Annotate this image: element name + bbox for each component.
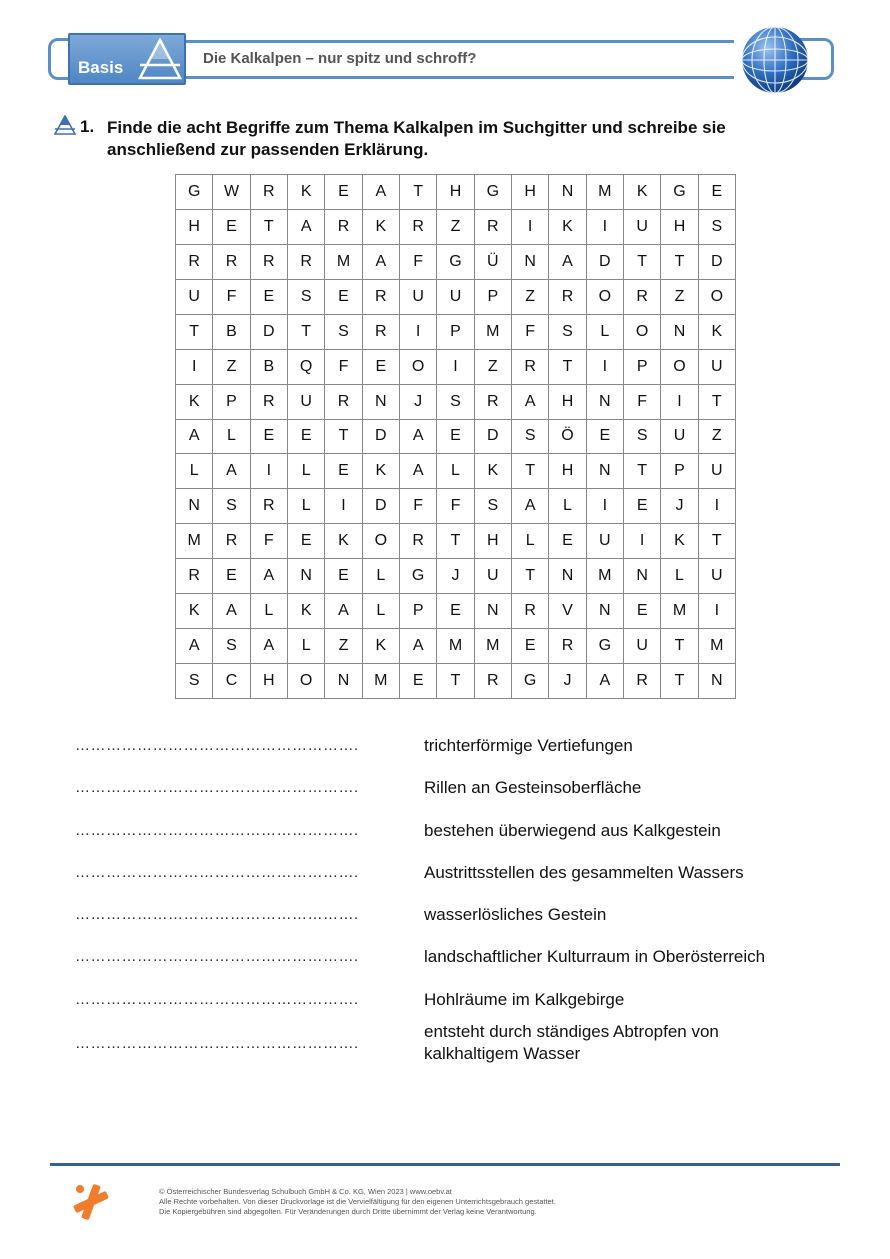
grid-cell[interactable]: B <box>251 350 288 385</box>
definition: Hohlräume im Kalkgebirge <box>424 990 625 1009</box>
grid-cell[interactable]: A <box>176 629 213 664</box>
grid-cell[interactable]: E <box>288 420 325 455</box>
grid-cell[interactable]: A <box>251 629 288 664</box>
grid-cell[interactable]: E <box>624 489 661 524</box>
grid-cell[interactable]: J <box>437 559 474 594</box>
grid-cell[interactable]: S <box>288 280 325 315</box>
grid-cell[interactable]: R <box>213 524 250 559</box>
grid-cell[interactable]: R <box>363 315 400 350</box>
grid-cell[interactable]: M <box>325 245 362 280</box>
grid-cell[interactable]: J <box>549 664 586 699</box>
grid-cell[interactable]: R <box>251 245 288 280</box>
grid-cell[interactable]: K <box>699 315 736 350</box>
answer-blank[interactable]: ………………………………………………. <box>75 737 359 754</box>
grid-cell[interactable]: N <box>325 664 362 699</box>
grid-cell[interactable]: M <box>176 524 213 559</box>
definition: entsteht durch ständiges Abtropfen von kalkhaltigem Wasser <box>424 1022 719 1063</box>
grid-cell[interactable]: L <box>437 454 474 489</box>
grid-cell[interactable]: N <box>288 559 325 594</box>
grid-cell[interactable]: S <box>213 629 250 664</box>
grid-cell[interactable]: H <box>437 175 474 210</box>
grid-cell[interactable]: E <box>288 524 325 559</box>
grid-cell[interactable]: K <box>176 385 213 420</box>
grid-cell[interactable]: R <box>213 245 250 280</box>
grid-cell[interactable]: L <box>661 559 698 594</box>
grid-cell[interactable]: L <box>363 559 400 594</box>
grid-cell[interactable]: R <box>475 664 512 699</box>
grid-cell[interactable]: Z <box>325 629 362 664</box>
grid-cell[interactable]: S <box>624 420 661 455</box>
grid-cell[interactable]: L <box>176 454 213 489</box>
globe-icon <box>740 25 810 95</box>
grid-cell[interactable]: F <box>624 385 661 420</box>
grid-cell[interactable]: G <box>512 664 549 699</box>
grid-cell[interactable]: O <box>363 524 400 559</box>
grid-cell[interactable]: I <box>587 210 624 245</box>
grid-cell[interactable]: J <box>400 385 437 420</box>
grid-cell[interactable]: S <box>176 664 213 699</box>
grid-cell[interactable]: T <box>288 315 325 350</box>
grid-cell[interactable]: S <box>512 420 549 455</box>
grid-cell[interactable]: O <box>699 280 736 315</box>
grid-cell[interactable]: L <box>512 524 549 559</box>
grid-cell[interactable]: R <box>363 280 400 315</box>
grid-cell[interactable]: N <box>587 454 624 489</box>
grid-cell[interactable]: T <box>251 210 288 245</box>
task-number: 1. <box>80 117 95 136</box>
grid-cell[interactable]: Q <box>288 350 325 385</box>
grid-cell[interactable]: O <box>624 315 661 350</box>
grid-cell[interactable]: N <box>549 175 586 210</box>
grid-cell[interactable]: U <box>699 454 736 489</box>
grid-cell[interactable]: A <box>400 420 437 455</box>
grid-cell[interactable]: A <box>325 594 362 629</box>
grid-cell[interactable]: R <box>475 210 512 245</box>
grid-cell[interactable]: U <box>661 420 698 455</box>
grid-cell[interactable]: R <box>176 245 213 280</box>
definition: trichterförmige Vertiefungen <box>424 736 633 755</box>
grid-cell[interactable]: R <box>512 594 549 629</box>
grid-cell[interactable]: R <box>325 210 362 245</box>
grid-cell[interactable]: A <box>512 385 549 420</box>
grid-cell[interactable]: E <box>587 420 624 455</box>
answer-blank[interactable]: ………………………………………………. <box>75 864 359 881</box>
grid-cell[interactable]: E <box>251 420 288 455</box>
grid-cell[interactable]: J <box>661 489 698 524</box>
grid-cell[interactable]: F <box>400 245 437 280</box>
grid-cell[interactable]: S <box>475 489 512 524</box>
grid-cell[interactable]: I <box>699 594 736 629</box>
grid-cell[interactable]: H <box>661 210 698 245</box>
grid-cell[interactable]: T <box>437 664 474 699</box>
grid-cell[interactable]: A <box>400 454 437 489</box>
grid-cell[interactable]: R <box>624 280 661 315</box>
grid-cell[interactable]: S <box>325 315 362 350</box>
grid-cell[interactable]: R <box>176 559 213 594</box>
grid-cell[interactable]: D <box>363 420 400 455</box>
grid-cell[interactable]: T <box>512 559 549 594</box>
answer-blank[interactable]: ………………………………………………. <box>75 906 359 923</box>
grid-cell[interactable]: I <box>699 489 736 524</box>
grid-cell[interactable]: I <box>176 350 213 385</box>
rights-line: Alle Rechte vorbehalten. Von dieser Druckvorlage ist die Vervielfältigung für den eigenen Unterrichtsgebrauch gestattet. <box>159 1197 556 1206</box>
grid-cell[interactable]: L <box>363 594 400 629</box>
grid-cell[interactable]: M <box>363 664 400 699</box>
grid-cell[interactable]: E <box>437 420 474 455</box>
grid-cell[interactable]: G <box>176 175 213 210</box>
grid-cell[interactable]: G <box>400 559 437 594</box>
grid-cell[interactable]: R <box>624 664 661 699</box>
grid-cell[interactable]: G <box>475 175 512 210</box>
grid-cell[interactable]: P <box>213 385 250 420</box>
grid-cell[interactable]: K <box>661 524 698 559</box>
grid-cell[interactable]: K <box>549 210 586 245</box>
grid-cell[interactable]: K <box>325 524 362 559</box>
grid-cell[interactable]: M <box>661 594 698 629</box>
grid-cell[interactable]: P <box>475 280 512 315</box>
grid-cell[interactable]: E <box>699 175 736 210</box>
grid-cell[interactable]: P <box>624 350 661 385</box>
grid-cell[interactable]: H <box>549 385 586 420</box>
grid-cell[interactable]: L <box>251 594 288 629</box>
grid-cell[interactable]: E <box>437 594 474 629</box>
grid-cell[interactable]: R <box>549 629 586 664</box>
grid-cell[interactable]: A <box>549 245 586 280</box>
grid-cell[interactable]: E <box>325 280 362 315</box>
grid-cell[interactable]: I <box>325 489 362 524</box>
grid-cell[interactable]: R <box>288 245 325 280</box>
grid-cell[interactable]: K <box>363 629 400 664</box>
grid-cell[interactable]: L <box>288 489 325 524</box>
word-search-grid <box>175 174 736 699</box>
grid-cell[interactable]: I <box>437 350 474 385</box>
grid-cell[interactable]: R <box>549 280 586 315</box>
grid-cell[interactable]: T <box>325 420 362 455</box>
grid-cell[interactable]: A <box>400 629 437 664</box>
grid-cell[interactable]: N <box>475 594 512 629</box>
grid-cell[interactable]: W <box>213 175 250 210</box>
grid-cell[interactable]: U <box>400 280 437 315</box>
grid-cell[interactable]: H <box>475 524 512 559</box>
grid-cell[interactable]: Ö <box>549 420 586 455</box>
grid-cell[interactable]: T <box>661 629 698 664</box>
grid-cell[interactable]: T <box>512 454 549 489</box>
grid-cell[interactable]: D <box>587 245 624 280</box>
header-bottom-line <box>186 76 734 79</box>
grid-cell[interactable]: C <box>213 664 250 699</box>
grid-cell[interactable]: N <box>587 594 624 629</box>
grid-cell[interactable]: O <box>661 350 698 385</box>
grid-cell[interactable]: N <box>512 245 549 280</box>
grid-cell[interactable]: K <box>288 175 325 210</box>
grid-cell[interactable]: M <box>437 629 474 664</box>
grid-cell[interactable]: M <box>587 175 624 210</box>
grid-cell[interactable]: A <box>213 594 250 629</box>
grid-cell[interactable]: D <box>699 245 736 280</box>
grid-cell[interactable]: M <box>699 629 736 664</box>
answer-blank[interactable]: ………………………………………………. <box>75 822 359 839</box>
answer-blank[interactable]: ………………………………………………. <box>75 779 359 796</box>
copyright-line: © Österreichischer Bundesverlag Schulbuch GmbH & Co. KG, Wien 2023 | www.oebv.at <box>159 1187 452 1196</box>
grid-cell[interactable]: D <box>363 489 400 524</box>
grid-cell[interactable]: R <box>475 385 512 420</box>
grid-cell[interactable]: Z <box>437 210 474 245</box>
grid-cell[interactable]: G <box>437 245 474 280</box>
grid-cell[interactable]: F <box>325 350 362 385</box>
grid-cell[interactable]: D <box>251 315 288 350</box>
grid-cell[interactable]: I <box>661 385 698 420</box>
grid-cell[interactable]: E <box>251 280 288 315</box>
grid-cell[interactable]: A <box>213 454 250 489</box>
grid-cell[interactable]: O <box>400 350 437 385</box>
grid-cell[interactable]: K <box>475 454 512 489</box>
grid-cell[interactable]: Z <box>475 350 512 385</box>
grid-cell[interactable]: U <box>699 350 736 385</box>
grid-cell[interactable]: N <box>363 385 400 420</box>
grid-cell[interactable]: E <box>400 664 437 699</box>
grid-cell[interactable]: F <box>437 489 474 524</box>
grid-cell[interactable]: K <box>363 454 400 489</box>
grid-cell[interactable]: Z <box>661 280 698 315</box>
grid-cell[interactable]: N <box>549 559 586 594</box>
grid-cell[interactable]: T <box>661 245 698 280</box>
footer-line <box>50 1163 840 1166</box>
grid-cell[interactable]: M <box>475 315 512 350</box>
grid-cell[interactable]: L <box>213 420 250 455</box>
definition: landschaftlicher Kulturraum in Oberösterreich <box>424 947 766 966</box>
grid-cell[interactable]: E <box>624 594 661 629</box>
grid-cell[interactable]: L <box>587 315 624 350</box>
publisher-logo-icon <box>72 1183 110 1221</box>
grid-cell[interactable]: U <box>475 559 512 594</box>
grid-cell[interactable]: M <box>475 629 512 664</box>
grid-cell[interactable]: T <box>699 385 736 420</box>
grid-cell[interactable]: U <box>288 385 325 420</box>
grid-cell[interactable]: N <box>699 664 736 699</box>
grid-cell[interactable]: G <box>661 175 698 210</box>
grid-cell[interactable]: S <box>437 385 474 420</box>
grid-cell[interactable]: N <box>176 489 213 524</box>
grid-cell[interactable]: A <box>512 489 549 524</box>
grid-cell[interactable]: O <box>587 280 624 315</box>
grid-cell[interactable]: G <box>587 629 624 664</box>
grid-cell[interactable]: N <box>587 385 624 420</box>
grid-cell[interactable]: S <box>213 489 250 524</box>
grid-cell[interactable]: S <box>699 210 736 245</box>
definition: bestehen überwiegend aus Kalkgestein <box>424 821 721 840</box>
grid-cell[interactable]: R <box>251 175 288 210</box>
grid-cell[interactable]: T <box>437 524 474 559</box>
grid-cell[interactable]: A <box>363 175 400 210</box>
grid-cell[interactable]: T <box>624 245 661 280</box>
grid-cell[interactable]: T <box>699 524 736 559</box>
grid-cell[interactable]: I <box>587 350 624 385</box>
grid-cell[interactable]: H <box>251 664 288 699</box>
grid-cell[interactable]: R <box>325 385 362 420</box>
grid-cell[interactable]: K <box>288 594 325 629</box>
grid-cell[interactable]: Z <box>213 350 250 385</box>
grid-cell[interactable]: U <box>587 524 624 559</box>
page-title: Die Kalkalpen – nur spitz und schroff? <box>203 50 477 67</box>
grid-cell[interactable]: U <box>176 280 213 315</box>
grid-cell[interactable]: E <box>549 524 586 559</box>
grid-cell[interactable]: I <box>512 210 549 245</box>
basis-level-icon <box>54 115 76 135</box>
grid-cell[interactable]: I <box>624 524 661 559</box>
grid-cell[interactable]: E <box>213 210 250 245</box>
grid-cell[interactable]: V <box>549 594 586 629</box>
grid-cell[interactable]: R <box>251 385 288 420</box>
grid-cell[interactable]: D <box>475 420 512 455</box>
grid-cell[interactable]: P <box>661 454 698 489</box>
grid-cell[interactable]: H <box>176 210 213 245</box>
grid-cell[interactable]: A <box>587 664 624 699</box>
grid-cell[interactable]: A <box>176 420 213 455</box>
grid-cell[interactable]: I <box>400 315 437 350</box>
grid-cell[interactable]: M <box>587 559 624 594</box>
grid-cell[interactable]: B <box>213 315 250 350</box>
grid-cell[interactable]: K <box>624 175 661 210</box>
grid-cell[interactable]: L <box>288 629 325 664</box>
answer-blank[interactable]: ………………………………………………. <box>75 948 359 965</box>
grid-cell[interactable]: I <box>251 454 288 489</box>
grid-cell[interactable]: T <box>400 175 437 210</box>
definition: Rillen an Gesteinsoberfläche <box>424 778 642 797</box>
grid-cell[interactable]: T <box>176 315 213 350</box>
grid-cell[interactable]: K <box>176 594 213 629</box>
grid-cell[interactable]: K <box>363 210 400 245</box>
definition: wasserlösliches Gestein <box>424 905 607 924</box>
header-top-line <box>186 40 734 43</box>
grid-cell[interactable]: H <box>512 175 549 210</box>
grid-cell[interactable]: A <box>251 559 288 594</box>
level-triangle-icon <box>138 38 182 80</box>
grid-cell[interactable]: S <box>549 315 586 350</box>
grid-cell[interactable]: I <box>587 489 624 524</box>
grid-cell[interactable]: A <box>363 245 400 280</box>
grid-cell[interactable]: R <box>251 489 288 524</box>
definition: Austrittsstellen des gesammelten Wassers <box>424 863 744 882</box>
grid-cell[interactable]: E <box>363 350 400 385</box>
grid-cell[interactable]: U <box>624 629 661 664</box>
grid-cell[interactable]: U <box>437 280 474 315</box>
copyright-notice <box>159 1187 556 1217</box>
grid-cell[interactable]: L <box>549 489 586 524</box>
grid-cell[interactable]: T <box>661 664 698 699</box>
grid-cell[interactable]: N <box>624 559 661 594</box>
grid-cell[interactable]: P <box>400 594 437 629</box>
grid-cell[interactable]: E <box>512 629 549 664</box>
grid-cell[interactable]: F <box>512 315 549 350</box>
grid-cell[interactable]: F <box>251 524 288 559</box>
grid-cell[interactable]: T <box>549 350 586 385</box>
grid-cell[interactable]: F <box>400 489 437 524</box>
fees-line: Die Kopiergebühren sind abgegolten. Für Veränderungen durch Dritte übernimmt der Verlag keine Verantwortung. <box>159 1207 537 1216</box>
grid-cell[interactable]: H <box>549 454 586 489</box>
level-badge-label: Basis <box>78 58 124 77</box>
grid-cell[interactable]: E <box>325 175 362 210</box>
grid-cell[interactable]: N <box>661 315 698 350</box>
answer-blank[interactable]: ………………………………………………. <box>75 991 359 1008</box>
grid-cell[interactable]: R <box>400 524 437 559</box>
grid-cell[interactable]: U <box>699 559 736 594</box>
grid-cell[interactable]: E <box>325 559 362 594</box>
grid-cell[interactable]: L <box>288 454 325 489</box>
grid-cell[interactable]: U <box>624 210 661 245</box>
grid-cell[interactable]: P <box>437 315 474 350</box>
grid-cell[interactable]: F <box>213 280 250 315</box>
grid-cell[interactable]: Ü <box>475 245 512 280</box>
grid-cell[interactable]: R <box>400 210 437 245</box>
answer-blank[interactable]: ………………………………………………. <box>75 1035 359 1052</box>
grid-cell[interactable]: E <box>325 454 362 489</box>
grid-cell[interactable]: T <box>624 454 661 489</box>
grid-cell[interactable]: Z <box>699 420 736 455</box>
grid-cell[interactable]: R <box>512 350 549 385</box>
grid-cell[interactable]: A <box>288 210 325 245</box>
grid-cell[interactable]: O <box>288 664 325 699</box>
grid-cell[interactable]: Z <box>512 280 549 315</box>
grid-cell[interactable]: E <box>213 559 250 594</box>
task-instruction: Finde die acht Begriffe zum Thema Kalkalpen im Suchgitter und schreibe sie anschließend zur passenden Erklärung. <box>107 118 726 159</box>
